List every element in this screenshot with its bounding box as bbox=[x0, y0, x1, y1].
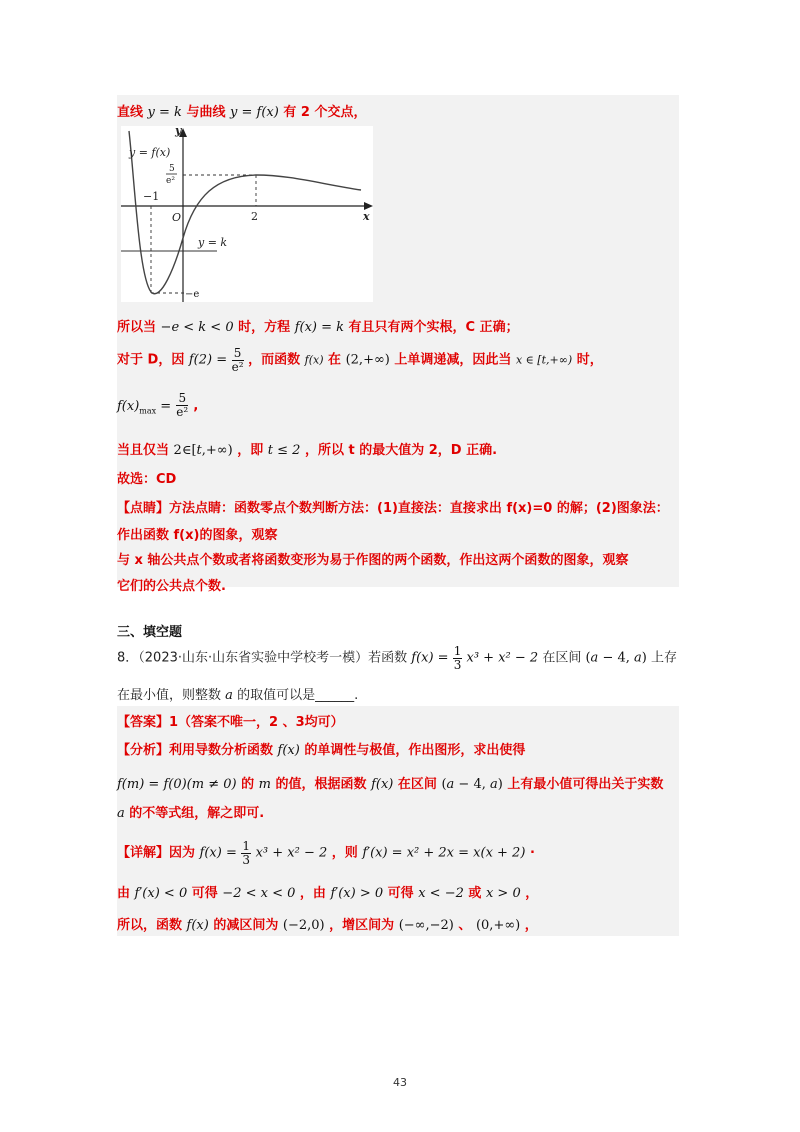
choice-line: 故选：CD bbox=[117, 472, 177, 487]
conclusion-d bbox=[117, 439, 497, 458]
tick-max-num: 5 bbox=[169, 164, 175, 174]
function-graph bbox=[121, 126, 373, 302]
x-axis-arrow bbox=[364, 202, 373, 210]
solution-block-2 bbox=[117, 706, 679, 936]
text-fragment: 的单调性与极值，作出图形，求出使得 bbox=[304, 743, 526, 758]
math-fx-eq-k: f(x) = k bbox=[294, 320, 345, 335]
math-fx: f(x) bbox=[371, 777, 394, 792]
text-fragment: 由 bbox=[117, 886, 131, 901]
text-fragment: 与曲线 bbox=[186, 105, 226, 120]
text-fragment: ，而函数 bbox=[248, 352, 301, 368]
frac-5-e2: $\frac{5}{\text{e²}}$ bbox=[231, 346, 244, 374]
math-x-lt-neg2: x < −2 bbox=[418, 886, 464, 901]
analysis-line-2 bbox=[117, 773, 663, 792]
tip-line-4: 它们的公共点个数. bbox=[117, 579, 226, 594]
text-fragment: ，即 bbox=[237, 443, 264, 458]
text-fragment: 所以，函数 bbox=[117, 918, 183, 933]
text-fragment: 上有最小值可得出关于实数 bbox=[507, 777, 664, 792]
math-fprime-gt-0: f′(x) > 0 bbox=[330, 886, 384, 901]
graph-svg bbox=[121, 126, 373, 302]
math-interval-inc-1: (−∞,−2) bbox=[398, 918, 454, 933]
detail-line-1: 【详解】因为 f(x) = $\frac{1}{3}$ x³ + x² − 2 ，则 f′(x) = x² + 2x = x(x + 2) · bbox=[117, 839, 535, 867]
tip-line-2: 作出函数 f(x)的图象，观察 bbox=[117, 528, 278, 543]
math-k-range: −e < k < 0 bbox=[160, 320, 234, 335]
text-fragment: 上存 bbox=[651, 650, 678, 666]
math-interval-a: (a − 4, a) bbox=[585, 650, 647, 666]
label-y-axis: y bbox=[175, 126, 182, 137]
math-derivative: f′(x) = x² + 2x = x(x + 2) bbox=[362, 845, 526, 861]
math-2-in-t: 2∈[t,+∞) bbox=[173, 443, 233, 458]
math-fprime-lt-0: f′(x) < 0 bbox=[134, 886, 188, 901]
text-fragment: ， bbox=[525, 886, 539, 901]
text-fragment: ，则 bbox=[331, 845, 358, 861]
text-fragment: 【详解】因为 bbox=[117, 845, 196, 861]
text-fragment: 上单调递减，因此当 bbox=[394, 352, 512, 368]
answer-line: 【答案】1（答案不唯一，2 、3均可） bbox=[117, 715, 344, 730]
conclusion-c bbox=[117, 316, 519, 335]
page-number: 43 bbox=[393, 1076, 407, 1089]
math-t-le-2: t ≤ 2 bbox=[267, 443, 301, 458]
text-fragment: 有且只有两个实根，C 正确； bbox=[348, 320, 519, 335]
math-interval-2-inf: (2,+∞) bbox=[345, 352, 390, 368]
text-fragment: 的不等式组，解之即可. bbox=[129, 806, 265, 821]
detail-line-3 bbox=[117, 914, 538, 933]
text-fragment: 在区间 bbox=[542, 650, 582, 666]
math-fmax: $f(x)_{max}$ = bbox=[117, 398, 172, 416]
tick-neg1: −1 bbox=[143, 190, 160, 203]
analysis-line-3 bbox=[117, 802, 264, 821]
label-origin: O bbox=[172, 211, 182, 224]
text-fragment: 、 bbox=[458, 918, 472, 933]
math-x-gt-0: x > 0 bbox=[485, 886, 521, 901]
text-fragment: ，所以 t 的最大值为 2，D 正确. bbox=[304, 443, 498, 458]
tip-line-3: 与 x 轴公共点个数或者将函数变形为易于作图的两个函数，作出这两个函数的图象，观察 bbox=[117, 553, 629, 568]
detail-line-2 bbox=[117, 882, 538, 901]
math-poly: x³ + x² − 2 bbox=[255, 845, 328, 861]
text-fragment: 当且仅当 bbox=[117, 443, 170, 458]
label-curve: y = f(x) bbox=[129, 146, 171, 159]
text-fragment: 在最小值，则整数 bbox=[117, 688, 222, 703]
math-fx: f(x) bbox=[304, 353, 324, 367]
tick-2: 2 bbox=[251, 210, 258, 223]
analysis-line-1 bbox=[117, 739, 525, 758]
math-fm-f0: f(m) = f(0)(m ≠ 0) bbox=[117, 777, 237, 792]
text-fragment: 的值，根据函数 bbox=[275, 777, 367, 792]
frac-1-3: $\frac{1}{3}$ bbox=[242, 839, 251, 867]
text-fragment: 8．（2023·山东·山东省实验中学校考一模）若函数 bbox=[117, 650, 408, 666]
text-fragment: 直线 bbox=[117, 105, 144, 120]
text-fragment: ，增区间为 bbox=[329, 918, 395, 933]
text-fragment: ， bbox=[524, 918, 538, 933]
fmax-line: $f(x)_{max}$ = $\frac{5}{\text{e²}}$ , bbox=[117, 391, 199, 419]
math-m: m bbox=[258, 777, 271, 792]
math-range-neg: −2 < x < 0 bbox=[222, 886, 296, 901]
math-fx-def: f(x) = bbox=[199, 845, 237, 861]
text-fragment: ，由 bbox=[299, 886, 326, 901]
math-f2: f(2) = bbox=[188, 352, 228, 368]
text-fragment: 在区间 bbox=[397, 777, 437, 792]
text-fragment: 【分析】利用导数分析函数 bbox=[117, 743, 274, 758]
question-8-line-2 bbox=[117, 684, 358, 703]
math-fx: f(x) bbox=[186, 918, 209, 933]
text-fragment: 的 bbox=[241, 777, 255, 792]
frac-5-e2-b: $\frac{5}{\text{e²}}$ bbox=[176, 391, 189, 419]
math-interval-inc-2: (0,+∞) bbox=[475, 918, 521, 933]
analysis-d bbox=[117, 347, 603, 373]
text-fragment: 对于 D，因 bbox=[117, 352, 185, 368]
math-y-eq-fx: y = f(x) bbox=[230, 105, 279, 120]
text-fragment: 时，方程 bbox=[238, 320, 291, 335]
tick-neg-e: −e bbox=[185, 289, 200, 300]
text-fragment: 的取值可以是______. bbox=[237, 688, 359, 703]
text-fragment: 可得 bbox=[387, 886, 414, 901]
math-y-eq-k: y = k bbox=[147, 105, 182, 120]
text-fragment: 或 bbox=[468, 886, 482, 901]
math-fx-def: f(x) = bbox=[411, 650, 449, 666]
math-x-in-t: x ∈ [t,+∞) bbox=[515, 353, 573, 367]
math-poly: x³ + x² − 2 bbox=[466, 650, 539, 666]
section-heading: 三、填空题 bbox=[117, 625, 183, 640]
frac-1-3: $\frac{1}{3}$ bbox=[453, 644, 462, 672]
math-interval-a: (a − 4, a) bbox=[441, 777, 503, 792]
tip-line-1: 【点睛】方法点睛：函数零点个数判断方法：(1)直接法：直接求出 f(x)=0 的解；(2)图象法： bbox=[117, 501, 669, 516]
text-fragment: 时， bbox=[576, 352, 603, 368]
label-x-axis: x bbox=[363, 210, 370, 223]
tick-max-den: e² bbox=[166, 176, 175, 186]
math-a: a bbox=[117, 806, 125, 821]
solution-block-1 bbox=[117, 95, 679, 594]
text-fragment: 可得 bbox=[191, 886, 218, 901]
question-8-line-1 bbox=[117, 645, 677, 671]
text-fragment: 在 bbox=[328, 352, 342, 368]
text-fragment: 的减区间为 bbox=[213, 918, 279, 933]
math-fx: f(x) bbox=[277, 743, 300, 758]
text-fragment: 所以当 bbox=[117, 320, 157, 335]
label-line-k: y = k bbox=[198, 236, 228, 249]
text-fragment: 有 2 个交点， bbox=[283, 105, 367, 120]
math-a: a bbox=[225, 688, 233, 703]
math-interval-dec: (−2,0) bbox=[282, 918, 325, 933]
intersection-line bbox=[117, 101, 366, 120]
